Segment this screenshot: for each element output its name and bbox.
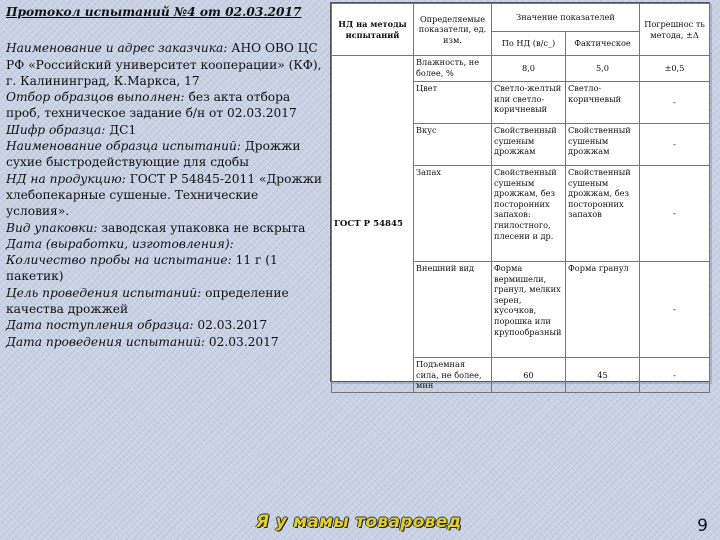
actual-value-cell: Свойственный сушеным дрожжам <box>566 124 640 166</box>
nd-value-cell: 8,0 <box>492 56 566 82</box>
error-cell: - <box>640 262 710 358</box>
error-cell: ±0,5 <box>640 56 710 82</box>
error-cell: - <box>640 358 710 393</box>
field-value: ДС1 <box>105 122 137 137</box>
field-key: Дата проведения испытаний: <box>6 334 206 349</box>
field-key: Шифр образца: <box>6 122 106 137</box>
field-key: Дата (выработки, изготовления): <box>6 236 234 251</box>
error-cell: - <box>640 82 710 124</box>
header-by-nd: По НД (в/с_) <box>492 32 566 56</box>
field-key: Количество пробы на испытание: <box>6 253 232 268</box>
field-key: Наименование образца испытаний: <box>6 139 241 154</box>
footer-caption: Я у мамы товаровед <box>256 512 462 532</box>
page-number: 9 <box>697 516 708 536</box>
indicator-cell: Внешний вид <box>414 262 492 358</box>
actual-value-cell: 45 <box>566 358 640 393</box>
actual-value-cell: Светло-коричневый <box>566 82 640 124</box>
field-value: заводская упаковка не вскрыта <box>97 220 306 235</box>
nd-value-cell: 60 <box>492 358 566 393</box>
header-nd-methods: НД на методы испытаний <box>332 4 414 56</box>
field-value: 02.03.2017 <box>205 334 279 349</box>
field-value: Дрожжи сухие быстродействующие для сдобы <box>6 139 301 170</box>
results-table-container <box>330 2 710 391</box>
nd-value-cell: Светло-желтый или светло-коричневый <box>492 82 566 124</box>
sampling-line <box>6 89 324 122</box>
customer-line <box>6 40 324 89</box>
indicator-cell: Цвет <box>414 82 492 124</box>
field-key: Отбор образцов выполнен: <box>6 90 185 105</box>
sample-name-line <box>6 138 324 171</box>
field-value: АНО ОВО ЦС РФ «Российский университет кооперации» (КФ), г. Калининград, К.Маркса, 17 <box>6 41 322 88</box>
indicator-cell: Влажность, не более, % <box>414 56 492 82</box>
error-cell: - <box>640 124 710 166</box>
field-value: определение качества дрожжей <box>6 285 289 317</box>
indicator-cell: Вкус <box>414 124 492 166</box>
sample-code-line <box>6 122 324 138</box>
test-purpose-line <box>6 285 324 318</box>
product-nd-line <box>6 171 324 220</box>
actual-value-cell: 5,0 <box>566 56 640 82</box>
header-values-group: Значение показателей <box>492 4 640 32</box>
production-date-line <box>6 236 324 252</box>
field-key: Наименование и адрес заказчика: <box>6 41 228 56</box>
field-value: 02.03.2017 <box>193 318 268 333</box>
protocol-text-block <box>6 4 324 350</box>
field-key: НД на продукцию: <box>6 171 126 186</box>
test-date-line <box>6 334 324 350</box>
packaging-line <box>6 220 324 236</box>
gost-method-cell: ГОСТ Р 54845 <box>332 56 414 393</box>
field-value: ГОСТ Р 54845-2011 «Дрожжи хлебопекарные сушеные. Технические условия». <box>6 171 322 219</box>
header-actual: Фактическое <box>566 32 640 56</box>
header-method-error: Погрешнос ть метода, ±Δ <box>640 4 710 56</box>
actual-value-cell: Свойственный сушеным дрожжам, без посторонних запахов <box>566 166 640 262</box>
sample-quantity-line <box>6 252 324 285</box>
field-key: Дата поступления образца: <box>6 318 194 333</box>
header-indicators: Определяемые показатели, ед. изм. <box>414 4 492 56</box>
results-table <box>331 3 710 393</box>
indicator-cell: Подъемная сила, не более, мин <box>414 358 492 393</box>
error-cell: - <box>640 166 710 262</box>
nd-value-cell: Свойственный сушеным дрожжам, без посторонних запахов: гнилостного, плесени и др. <box>492 166 566 262</box>
indicator-cell: Запах <box>414 166 492 262</box>
receipt-date-line <box>6 317 324 333</box>
nd-value-cell: Форма вермишели, гранул, мелких зерен, кусочков, порошка или крупообразный <box>492 262 566 358</box>
protocol-title: Протокол испытаний №4 от 02.03.2017 <box>6 5 302 19</box>
nd-value-cell: Свойственный сушеным дрожжам <box>492 124 566 166</box>
field-key: Вид упаковки: <box>6 220 98 235</box>
field-value: без акта отбора проб, техническое задание б/н от 02.03.2017 <box>6 90 297 121</box>
field-value: 11 г (1 пакетик) <box>6 253 278 284</box>
actual-value-cell: Форма гранул <box>566 262 640 358</box>
field-key: Цель проведения испытаний: <box>6 285 202 300</box>
